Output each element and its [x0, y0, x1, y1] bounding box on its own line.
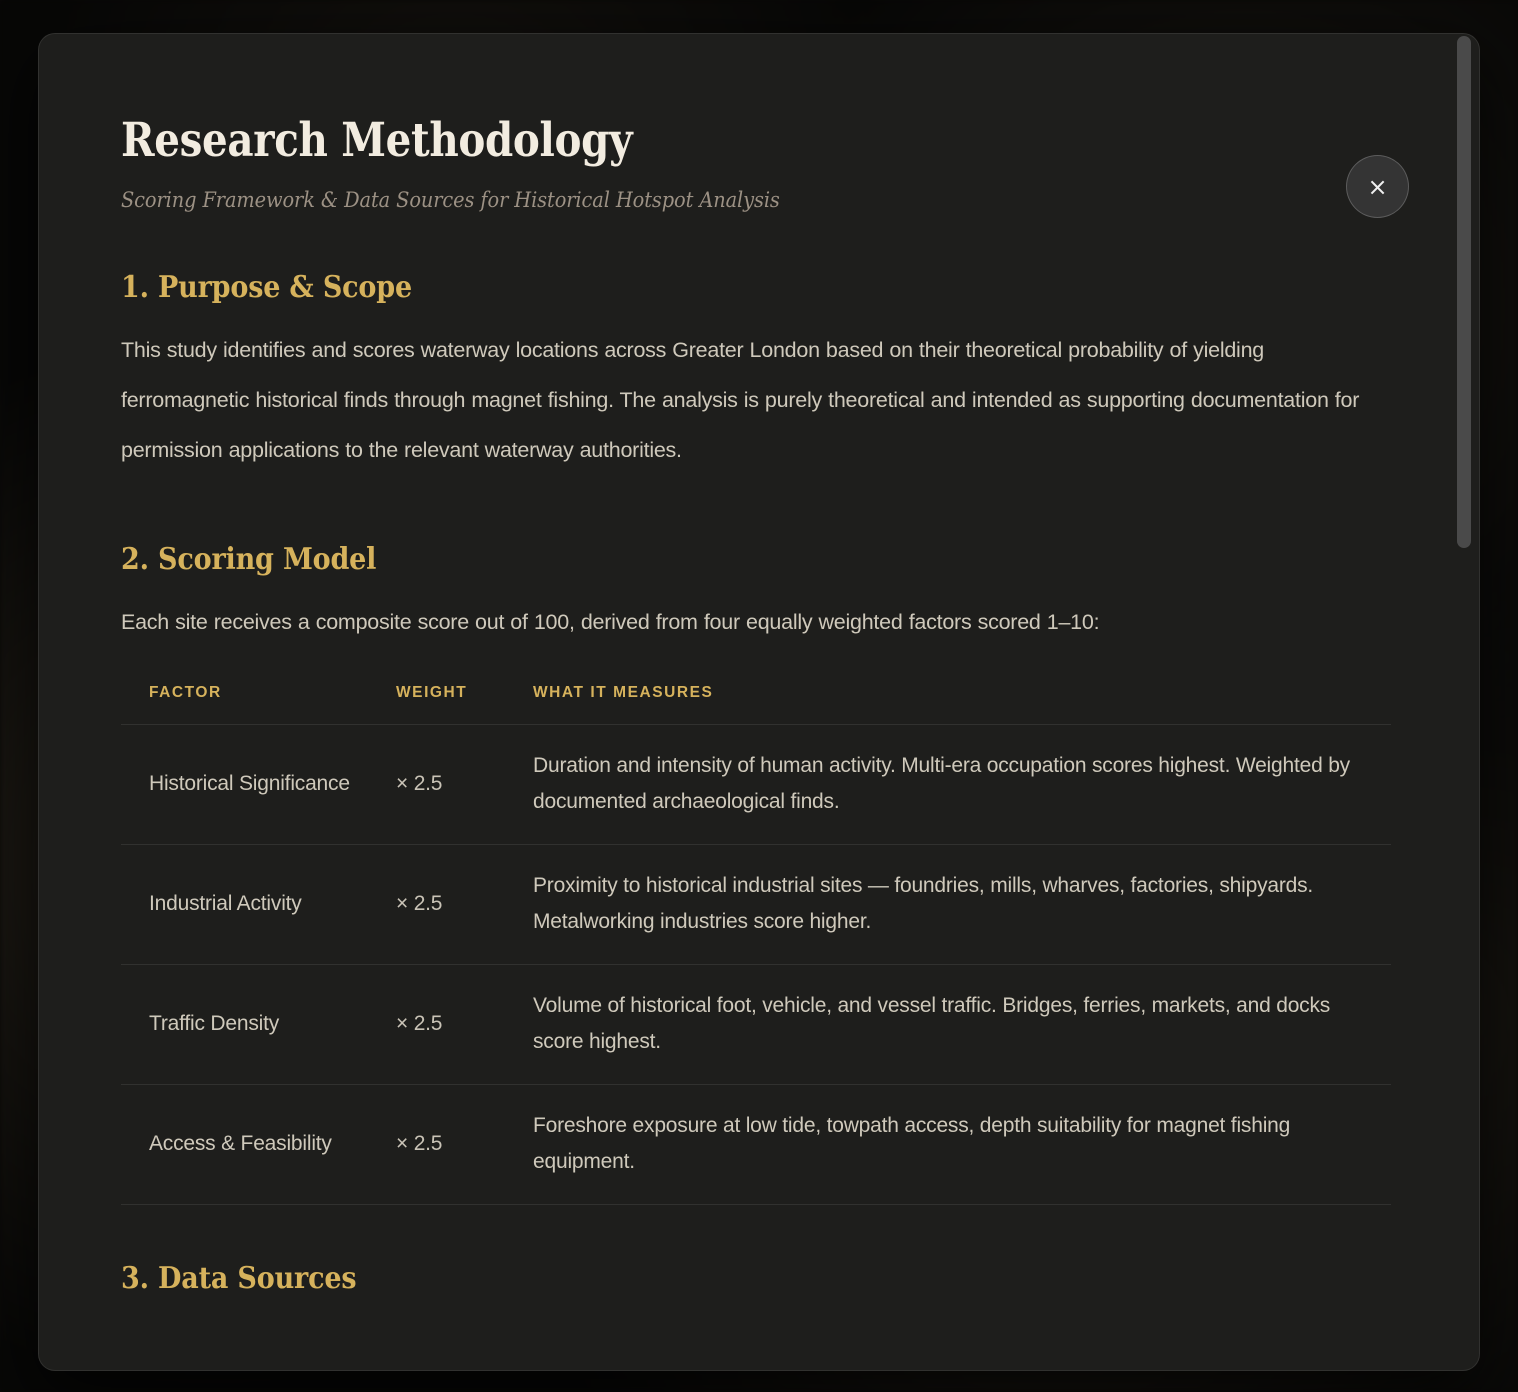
cell-measures: Volume of historical foot, vehicle, and vessel traffic. Bridges, ferries, markets, and docks score highest.: [533, 993, 1331, 1054]
cell-weight: × 2.5: [396, 1012, 443, 1036]
purpose-scope-paragraph: This study identifies and scores waterway locations across Greater London based on their theoretical probability of yielding ferromagnetic historical finds through magnet fishing. The analysis is purely theoretical and intended as supporting documentation for permission applications to the relevant waterway authorities.: [121, 337, 1360, 462]
cell-factor: Historical Significance: [149, 772, 350, 796]
table-row: [121, 724, 1391, 844]
page-title: Research Methodology: [121, 113, 633, 168]
cell-factor: Industrial Activity: [149, 892, 302, 916]
table-header-row: [121, 684, 1391, 725]
scrollbar-track[interactable]: [1457, 34, 1471, 1370]
modal-inner: [39, 34, 1479, 1370]
column-header-weight: WEIGHT: [396, 683, 468, 701]
column-header-what-it-measures: WHAT IT MEASURES: [533, 683, 714, 701]
cell-measures: Foreshore exposure at low tide, towpath access, depth suitability for magnet fishing equipment.: [533, 1113, 1291, 1174]
research-methodology-modal: [38, 33, 1480, 1371]
close-icon[interactable]: ×: [1346, 155, 1409, 218]
table-row: [121, 844, 1391, 964]
table-body: [121, 724, 1391, 1204]
scoring-model-paragraph: Each site receives a composite score out of 100, derived from four equally weighted factors scored 1–10:: [121, 609, 1100, 634]
cell-weight: × 2.5: [396, 1132, 443, 1156]
column-header-factor: FACTOR: [149, 683, 222, 701]
cell-weight: × 2.5: [396, 892, 443, 916]
page-subtitle: Scoring Framework & Data Sources for Historical Hotspot Analysis: [121, 187, 780, 213]
cell-factor: Access & Feasibility: [149, 1132, 332, 1156]
cell-factor: Traffic Density: [149, 1012, 280, 1036]
scrollbar-thumb[interactable]: [1457, 36, 1471, 548]
cell-measures: Proximity to historical industrial sites — foundries, mills, wharves, factories, shipyards. Metalworking industries score higher.: [533, 873, 1314, 934]
scoring-factors-table: [121, 684, 1391, 1204]
table-row: [121, 964, 1391, 1084]
cell-weight: × 2.5: [396, 772, 443, 796]
section-heading-scoring-model: 2. Scoring Model: [121, 541, 377, 577]
table-bottom-divider: [121, 1204, 1391, 1205]
section-heading-purpose-scope: 1. Purpose & Scope: [121, 269, 412, 305]
table-row: [121, 1084, 1391, 1204]
modal-content: [39, 34, 1479, 1296]
table-header: [121, 684, 1391, 725]
section-heading-data-sources: 3. Data Sources: [121, 1260, 357, 1296]
cell-measures: Duration and intensity of human activity. Multi-era occupation scores highest. Weighted by documented archaeological finds.: [533, 753, 1350, 814]
